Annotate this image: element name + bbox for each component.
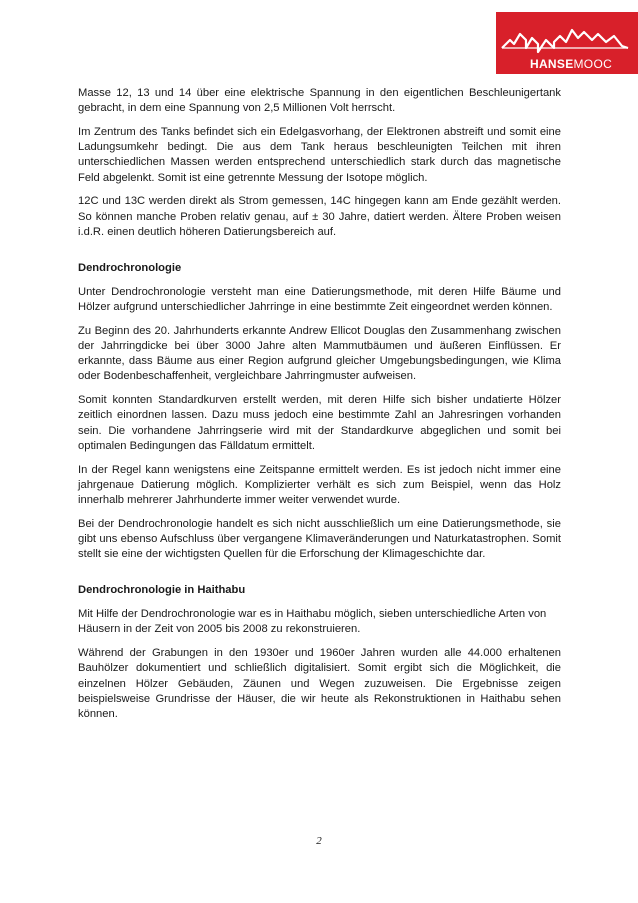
document-body: [78, 86, 561, 731]
paragraph: Masse 12, 13 und 14 über eine elektrische Spannung in den eigentlichen Beschleunigertank gebracht, in dem eine Spannung von 2,5 Millionen Volt herrscht.: [78, 87, 561, 115]
paragraph: Bei der Dendrochronologie handelt es sich nicht ausschließlich um eine Datierungsmethode, sie gibt uns ebenso Aufschluss über vergangene Klimaveränderungen und Naturkatastrophen. Somit stellt sie eine der wichtigsten Quellen für die Erforschung der Klimageschichte dar.: [78, 517, 561, 561]
section-heading-haithabu: Dendrochronologie in Haithabu: [78, 584, 246, 597]
paragraph: Im Zentrum des Tanks befindet sich ein Edelgasvorhang, der Elektronen abstreift und somit eine Ladungsumkehr bedingt. Die aus dem Tank heraus beschleunigten Teilchen mit ihren unterschiedlichen Massen werden entsprechend unterschiedlich stark durch das magnetische Feld abgelenkt. Somit ist eine getrennte Messung der Isotope möglich.: [78, 126, 561, 184]
paragraph: Somit konnten Standardkurven erstellt werden, mit deren Hilfe sich bisher undatierte Hölzer zeitlich einordnen lassen. Dazu muss jedoch eine bestimmte Zahl an Jahresringen vorhanden sein. Die vorhandene Jahrringserie wird mit der Standardkurve abgeglichen und somit bei optimalen Bedingungen das Fälldatum ermittelt.: [78, 394, 561, 452]
logo-text: [530, 57, 612, 71]
page-number: 2: [316, 835, 322, 847]
paragraph: Während der Grabungen in den 1930er und 1960er Jahren wurden alle 44.000 erhaltenen Bauhölzer dokumentiert und schließlich digitalisiert. Somit ergibt sich die Möglichkeit, die einzelnen Hölzer Gebäuden, Zäunen und Wegen zuzuweisen. Die Ergebnisse zeigen beispielsweise Grundrisse der Häuser, die wir heute als Rekonstruktionen in Haithabu sehen können.: [78, 647, 561, 721]
section-heading-dendrochronologie: Dendrochronologie: [78, 262, 182, 275]
paragraph: 12C und 13C werden direkt als Strom gemessen, 14C hingegen kann am Ende gezählt werden. So können manche Proben relativ genau, auf ± 30 Jahre, datiert werden. Ältere Proben weisen i.d.R. einen deutlich höheren Datierungsbereich auf.: [78, 195, 561, 238]
paragraph: In der Regel kann wenigstens eine Zeitspanne ermittelt werden. Es ist jedoch nicht immer eine jahrgenaue Datierung möglich. Komplizierter verhält es sich zum Beispiel, wenn das Holz innerhalb mehrerer Jahrhunderte immer weiter verwendet wurde.: [78, 463, 561, 507]
hansemooc-logo: [496, 12, 638, 74]
paragraph: Mit Hilfe der Dendrochronologie war es in Haithabu möglich, sieben unterschiedliche Arten von Häusern in der Zeit von 2005 bis 2008 zu rekonstruieren.: [78, 608, 547, 636]
logo-text-bold: HANSE: [530, 57, 574, 71]
paragraph: Unter Dendrochronologie versteht man eine Datierungsmethode, mit deren Hilfe Bäume und Hölzer aufgrund unterschiedlicher Jahrringe in eine bestimmte Zeit eingeordnet werden können.: [78, 285, 561, 314]
logo-text-regular: MOOC: [573, 57, 613, 71]
paragraph: Zu Beginn des 20. Jahrhunderts erkannte Andrew Ellicot Douglas den Zusammenhang zwischen der Jahrringdicke bei über 3000 Jahre alten Mammutbäumen und äußeren Einflüssen. Er erkannte, dass Bäume aus einer Region aufgrund gleicher Umgebungsbedingungen, wie Klima oder Bodenbeschaffenheit, vergleichbare Jahrringmuster aufweisen.: [78, 324, 561, 383]
